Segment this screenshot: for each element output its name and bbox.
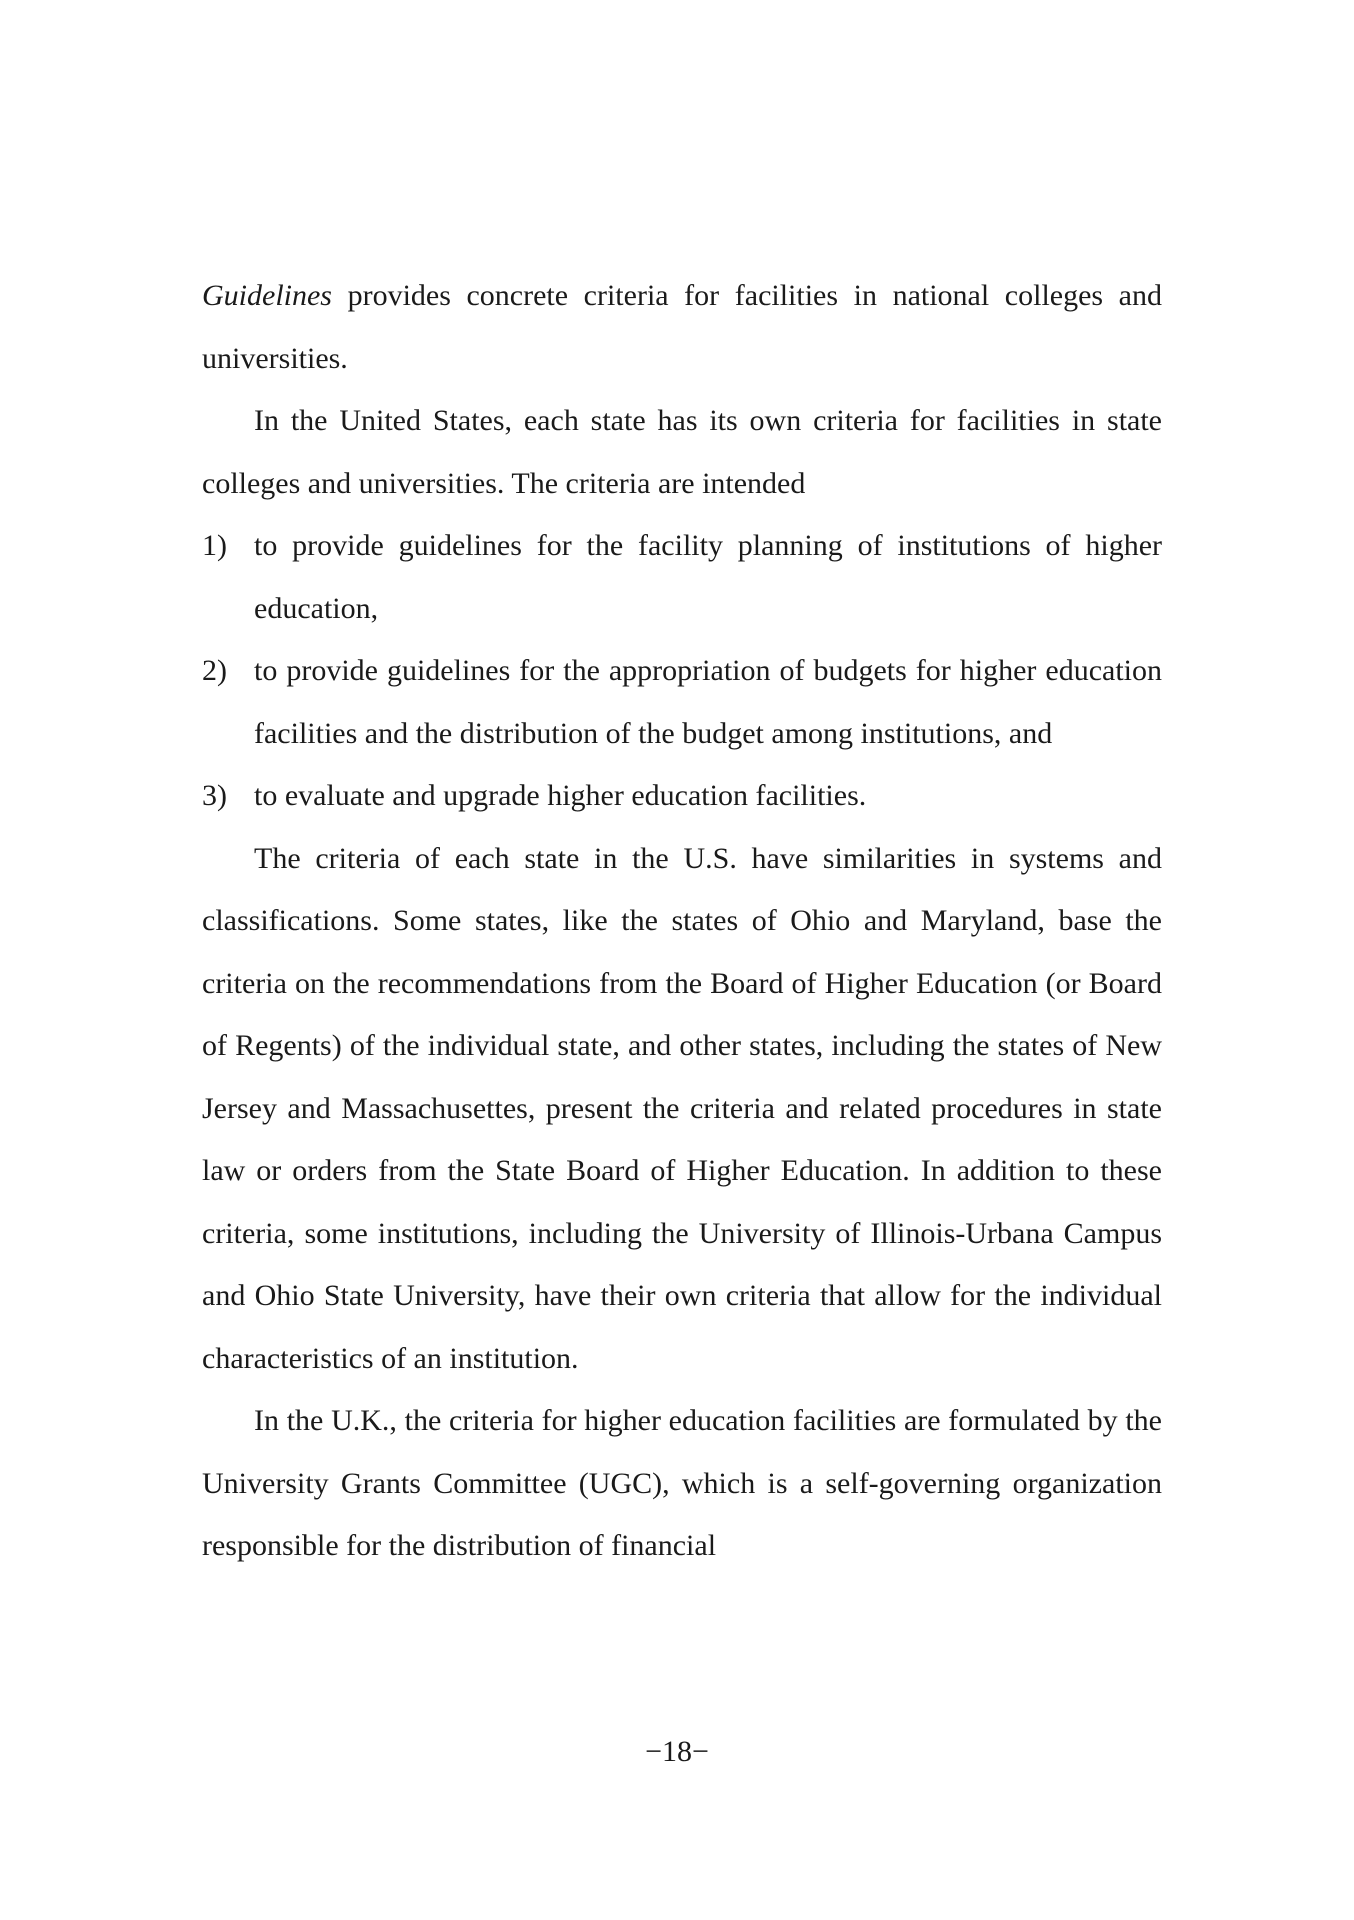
list-item <box>202 765 1162 828</box>
paragraph-guidelines <box>202 265 1162 390</box>
list-item <box>202 515 1162 640</box>
list-item-number: 2) <box>202 654 227 687</box>
list-item-text: to evaluate and upgrade higher education facilities. <box>254 779 867 812</box>
paragraph-state-criteria: The criteria of each state in the U.S. have similarities in systems and classifications. Some states, like the states of Ohio and Maryland, base the criteria on the recommendations from the Board of Higher Education (or Board of Regents) of the individual state, and other states, including the states of New Jersey and Massachusettes, present the criteria and related procedures in state law or orders from the State Board of Higher Education. In addition to these criteria, some institutions, including the University of Illinois-Urbana Campus and Ohio State University, have their own criteria that allow for the individual characteristics of an institution. <box>202 841 1162 1375</box>
paragraph-united-kingdom: In the U.K., the criteria for higher education facilities are formulated by the University Grants Committee (UGC), which is a self-governing organization responsible for the distribution of financial <box>202 1404 1162 1562</box>
body-text <box>202 265 1162 1578</box>
list-item <box>202 640 1162 765</box>
guidelines-title-italic: Guidelines <box>202 279 332 312</box>
list-item-text: to provide guidelines for the facility planning of institutions of higher education, <box>254 529 1162 625</box>
paragraph-united-states: In the United States, each state has its own criteria for facilities in state colleges and universities. The criteria are intended <box>202 404 1162 500</box>
criteria-purpose-list <box>202 515 1162 828</box>
list-item-number: 1) <box>202 529 227 562</box>
list-item-number: 3) <box>202 779 227 812</box>
list-item-text: to provide guidelines for the appropriation of budgets for higher education facilities and the distribution of the budget among institutions, and <box>254 654 1162 750</box>
paragraph-guidelines-text: provides concrete criteria for facilities in national colleges and universities. <box>202 279 1162 375</box>
page-number: −18− <box>645 1735 709 1768</box>
